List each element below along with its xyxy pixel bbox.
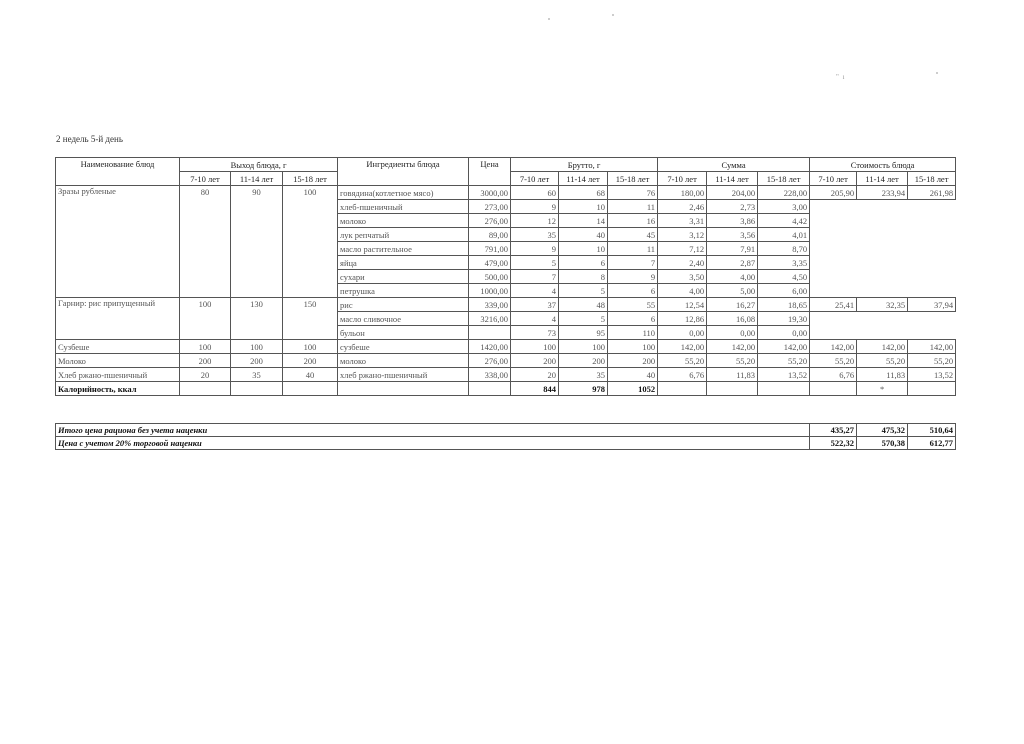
yield-cell: 200 <box>283 354 338 368</box>
gross-cell: 100 <box>511 340 559 354</box>
sum-cell: 55,20 <box>707 354 758 368</box>
gross-cell: 10 <box>559 200 608 214</box>
total-value: 612,77 <box>908 437 956 450</box>
ingredient-cell: хлеб ржано-пшеничный <box>338 368 469 382</box>
ingredient-cell: сузбеше <box>338 340 469 354</box>
cost-cell: 205,90 <box>810 186 857 200</box>
col-gross: Брутто, г <box>511 158 658 172</box>
price-cell: 273,00 <box>469 200 511 214</box>
sum-cell: 3,00 <box>758 200 810 214</box>
sum-cell: 142,00 <box>758 340 810 354</box>
gross-cell: 48 <box>559 298 608 312</box>
price-cell: 1420,00 <box>469 340 511 354</box>
cost-cell: 142,00 <box>857 340 908 354</box>
yield-cell: 200 <box>231 354 283 368</box>
gross-cell: 11 <box>608 242 658 256</box>
sum-cell: 4,00 <box>707 270 758 284</box>
cost-cell: 37,94 <box>908 298 956 312</box>
ingredient-cell: говядина(котлетное мясо) <box>338 186 469 200</box>
total-label: Цена с учетом 20% торговой наценки <box>56 437 810 450</box>
sum-cell: 4,42 <box>758 214 810 228</box>
sum-cell: 2,46 <box>658 200 707 214</box>
gross-cell: 12 <box>511 214 559 228</box>
table-row <box>56 340 956 354</box>
gross-cell: 100 <box>608 340 658 354</box>
gross-cell: 45 <box>608 228 658 242</box>
cost-cell: 55,20 <box>908 354 956 368</box>
empty-cell <box>658 382 707 396</box>
sum-cell: 4,50 <box>758 270 810 284</box>
empty-cell <box>908 382 956 396</box>
price-cell: 791,00 <box>469 242 511 256</box>
col-yield: Выход блюда, г <box>180 158 338 172</box>
calories-label: Калорийность, ккал <box>56 382 180 396</box>
page-mark: " ı <box>836 73 846 81</box>
yield-cell: 130 <box>231 298 283 340</box>
yield-cell: 100 <box>180 340 231 354</box>
sum-cell: 18,65 <box>758 298 810 312</box>
age-label: 7-10 лет <box>180 172 231 186</box>
calories-value: 978 <box>559 382 608 396</box>
total-row <box>56 437 956 450</box>
cost-empty <box>810 312 956 340</box>
gross-cell: 55 <box>608 298 658 312</box>
col-ingredients: Ингредиенты блюда <box>338 158 469 186</box>
gross-cell: 5 <box>559 284 608 298</box>
ingredient-cell: бульон <box>338 326 469 340</box>
sum-cell: 142,00 <box>707 340 758 354</box>
sum-cell: 6,76 <box>658 368 707 382</box>
yield-cell: 200 <box>180 354 231 368</box>
gross-cell: 16 <box>608 214 658 228</box>
sum-cell: 204,00 <box>707 186 758 200</box>
gross-cell: 200 <box>511 354 559 368</box>
age-label: 15-18 лет <box>608 172 658 186</box>
ingredient-cell: сухари <box>338 270 469 284</box>
document-title: 2 недель 5-й день <box>56 134 123 144</box>
gross-cell: 9 <box>608 270 658 284</box>
ingredient-cell: хлеб-пшеничный <box>338 200 469 214</box>
gross-cell: 9 <box>511 242 559 256</box>
ingredient-cell: яйца <box>338 256 469 270</box>
total-value: 570,38 <box>857 437 908 450</box>
sum-cell: 2,73 <box>707 200 758 214</box>
gross-cell: 76 <box>608 186 658 200</box>
col-price: Цена <box>469 158 511 186</box>
empty-cell <box>180 382 231 396</box>
total-value: 522,32 <box>810 437 857 450</box>
cost-cell: 142,00 <box>908 340 956 354</box>
cost-cell: 6,76 <box>810 368 857 382</box>
gross-cell: 6 <box>608 284 658 298</box>
table-row <box>56 368 956 382</box>
gross-cell: 35 <box>559 368 608 382</box>
yield-cell: 100 <box>231 340 283 354</box>
gross-cell: 68 <box>559 186 608 200</box>
sum-cell: 0,00 <box>758 326 810 340</box>
yield-cell: 80 <box>180 186 231 298</box>
menu-cost-table <box>55 157 956 396</box>
gross-cell: 8 <box>559 270 608 284</box>
sum-cell: 3,56 <box>707 228 758 242</box>
gross-cell: 5 <box>511 256 559 270</box>
sum-cell: 55,20 <box>658 354 707 368</box>
total-value: 510,64 <box>908 424 956 437</box>
dish-name: Молоко <box>56 354 180 368</box>
empty-cell <box>758 382 810 396</box>
yield-cell: 100 <box>180 298 231 340</box>
sum-cell: 2,40 <box>658 256 707 270</box>
gross-cell: 7 <box>511 270 559 284</box>
yield-cell: 40 <box>283 368 338 382</box>
sum-cell: 0,00 <box>707 326 758 340</box>
total-label: Итого цена рациона без учета наценки <box>56 424 810 437</box>
sum-cell: 0,00 <box>658 326 707 340</box>
sum-cell: 3,31 <box>658 214 707 228</box>
gross-cell: 35 <box>511 228 559 242</box>
price-cell: 3216,00 <box>469 312 511 326</box>
cost-empty <box>810 200 956 298</box>
calories-row <box>56 382 956 396</box>
cost-cell: 32,35 <box>857 298 908 312</box>
table-row <box>56 354 956 368</box>
ingredient-cell: рис <box>338 298 469 312</box>
ingredient-cell: масло растительное <box>338 242 469 256</box>
col-sum: Сумма <box>658 158 810 172</box>
sum-cell: 7,12 <box>658 242 707 256</box>
cost-cell: 55,20 <box>810 354 857 368</box>
yield-cell: 150 <box>283 298 338 340</box>
calories-value: 844 <box>511 382 559 396</box>
sum-cell: 180,00 <box>658 186 707 200</box>
price-cell: 1000,00 <box>469 284 511 298</box>
gross-cell: 37 <box>511 298 559 312</box>
scan-speck <box>612 14 614 16</box>
age-label: 7-10 лет <box>658 172 707 186</box>
price-cell: 500,00 <box>469 270 511 284</box>
age-label: 7-10 лет <box>511 172 559 186</box>
yield-cell: 100 <box>283 340 338 354</box>
price-cell: 338,00 <box>469 368 511 382</box>
yield-cell: 35 <box>231 368 283 382</box>
gross-cell: 5 <box>559 312 608 326</box>
gross-cell: 100 <box>559 340 608 354</box>
empty-cell <box>810 382 857 396</box>
price-cell: 276,00 <box>469 214 511 228</box>
price-cell: 276,00 <box>469 354 511 368</box>
gross-cell: 95 <box>559 326 608 340</box>
yield-cell: 100 <box>283 186 338 298</box>
sum-cell: 3,12 <box>658 228 707 242</box>
gross-cell: 10 <box>559 242 608 256</box>
empty-cell <box>231 382 283 396</box>
sum-cell: 8,70 <box>758 242 810 256</box>
age-label: 15-18 лет <box>758 172 810 186</box>
sum-cell: 55,20 <box>758 354 810 368</box>
sum-cell: 142,00 <box>658 340 707 354</box>
sum-cell: 3,86 <box>707 214 758 228</box>
cost-cell: 261,98 <box>908 186 956 200</box>
sum-cell: 12,86 <box>658 312 707 326</box>
sum-cell: 2,87 <box>707 256 758 270</box>
cost-cell: 233,94 <box>857 186 908 200</box>
cost-cell: 13,52 <box>908 368 956 382</box>
gross-cell: 6 <box>608 312 658 326</box>
gross-cell: 200 <box>608 354 658 368</box>
age-label: 15-18 лет <box>908 172 956 186</box>
dish-name: Гарнир: рис припущенный <box>56 298 180 340</box>
age-label: 11-14 лет <box>857 172 908 186</box>
col-dish-name: Наименование блюд <box>56 158 180 186</box>
ingredient-cell: лук репчатый <box>338 228 469 242</box>
gross-cell: 14 <box>559 214 608 228</box>
price-cell <box>469 326 511 340</box>
sum-cell: 12,54 <box>658 298 707 312</box>
age-label: 11-14 лет <box>231 172 283 186</box>
sum-cell: 11,83 <box>707 368 758 382</box>
sum-cell: 4,01 <box>758 228 810 242</box>
sum-cell: 16,08 <box>707 312 758 326</box>
gross-cell: 73 <box>511 326 559 340</box>
ingredient-cell: петрушка <box>338 284 469 298</box>
age-label: 11-14 лет <box>707 172 758 186</box>
ingredient-cell: масло сливочное <box>338 312 469 326</box>
total-value: 435,27 <box>810 424 857 437</box>
total-value: 475,32 <box>857 424 908 437</box>
table-row <box>56 186 956 200</box>
calories-mark: * <box>857 382 908 396</box>
sum-cell: 228,00 <box>758 186 810 200</box>
age-label: 15-18 лет <box>283 172 338 186</box>
gross-cell: 4 <box>511 312 559 326</box>
total-row <box>56 424 956 437</box>
ingredient-cell: молоко <box>338 214 469 228</box>
yield-cell: 20 <box>180 368 231 382</box>
sum-cell: 5,00 <box>707 284 758 298</box>
sum-cell: 6,00 <box>758 284 810 298</box>
yield-cell: 90 <box>231 186 283 298</box>
sum-cell: 16,27 <box>707 298 758 312</box>
dish-name: Хлеб ржано-пшеничный <box>56 368 180 382</box>
price-cell: 3000,00 <box>469 186 511 200</box>
sum-cell: 7,91 <box>707 242 758 256</box>
age-label: 11-14 лет <box>559 172 608 186</box>
col-dish-cost: Стоимость блюда <box>810 158 956 172</box>
cost-cell: 25,41 <box>810 298 857 312</box>
gross-cell: 6 <box>559 256 608 270</box>
sum-cell: 4,00 <box>658 284 707 298</box>
gross-cell: 60 <box>511 186 559 200</box>
gross-cell: 9 <box>511 200 559 214</box>
empty-cell <box>283 382 338 396</box>
scan-speck <box>548 18 550 20</box>
price-cell: 479,00 <box>469 256 511 270</box>
empty-cell <box>469 382 511 396</box>
price-cell: 339,00 <box>469 298 511 312</box>
gross-cell: 4 <box>511 284 559 298</box>
cost-cell: 142,00 <box>810 340 857 354</box>
empty-cell <box>338 382 469 396</box>
sum-cell: 19,30 <box>758 312 810 326</box>
cost-cell: 55,20 <box>857 354 908 368</box>
scan-speck <box>936 72 938 74</box>
price-cell: 89,00 <box>469 228 511 242</box>
header-row-1 <box>56 158 956 172</box>
table-row <box>56 298 956 312</box>
sum-cell: 3,50 <box>658 270 707 284</box>
empty-cell <box>707 382 758 396</box>
age-label: 7-10 лет <box>810 172 857 186</box>
totals-table <box>55 423 956 450</box>
calories-value: 1052 <box>608 382 658 396</box>
dish-name: Сузбеше <box>56 340 180 354</box>
gross-cell: 110 <box>608 326 658 340</box>
dish-name: Зразы рубленые <box>56 186 180 298</box>
gross-cell: 40 <box>559 228 608 242</box>
cost-cell: 11,83 <box>857 368 908 382</box>
gross-cell: 200 <box>559 354 608 368</box>
gross-cell: 7 <box>608 256 658 270</box>
sum-cell: 3,35 <box>758 256 810 270</box>
gross-cell: 11 <box>608 200 658 214</box>
sum-cell: 13,52 <box>758 368 810 382</box>
gross-cell: 20 <box>511 368 559 382</box>
gross-cell: 40 <box>608 368 658 382</box>
ingredient-cell: молоко <box>338 354 469 368</box>
